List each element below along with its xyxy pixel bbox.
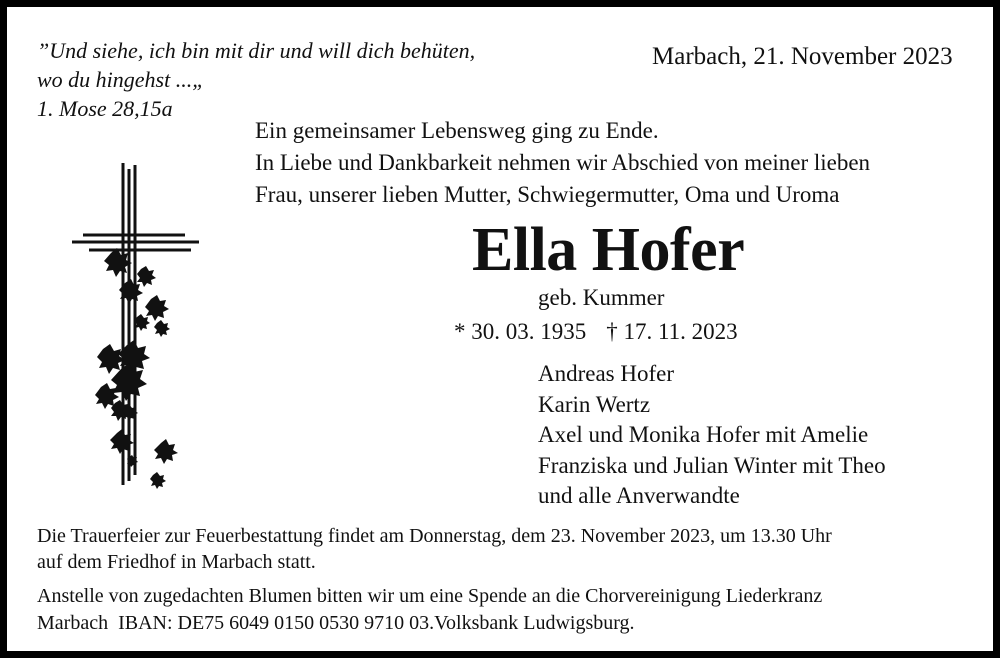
mourner: Axel und Monika Hofer mit Amelie [538,422,869,448]
birth-date: * 30. 03. 1935 [454,319,587,344]
intro-text [255,115,870,211]
service-line: Die Trauerfeier zur Feuerbestattung findet am Donnerstag, dem 23. November 2023, um 13.30 Uhr [37,525,832,547]
place-date: Marbach, 21. November 2023 [652,43,953,70]
mourner: Franziska und Julian Winter mit Theo [538,452,886,478]
mourner: Karin Wertz [538,391,651,417]
bible-quote [37,36,475,123]
donation-info [37,583,822,637]
mourners-list [538,359,886,512]
quote-line: wo du hingehst ...„ [37,67,205,92]
quote-reference: 1. Mose 28,15a [37,96,173,121]
donation-line: Anstelle von zugedachten Blumen bitten wir um eine Spende an die Chorvereinigung Liederkranz [37,585,823,607]
funeral-service-info [37,523,832,575]
donation-line: Marbach IBAN: DE75 6049 0150 0530 9710 03.Volksbank Ludwigsburg. [37,612,635,634]
maiden-name: geb. Kummer [538,285,665,310]
deceased-name: Ella Hofer [472,216,745,284]
life-dates [454,317,738,347]
intro-line: In Liebe und Dankbarkeit nehmen wir Abschied von meiner lieben [255,150,871,175]
mourner: Andreas Hofer [538,361,675,386]
intro-line: Frau, unserer lieben Mutter, Schwiegermutter, Oma und Uroma [255,182,840,207]
intro-line: Ein gemeinsamer Lebensweg ging zu Ende. [255,118,659,143]
quote-line: ”Und siehe, ich bin mit dir und will dich behüten, [37,38,476,63]
mourner: und alle Anverwandte [538,483,740,509]
service-line: auf dem Friedhof in Marbach statt. [37,551,316,573]
cross-with-ivy-icon [63,157,203,497]
death-date: † 17. 11. 2023 [606,319,738,344]
